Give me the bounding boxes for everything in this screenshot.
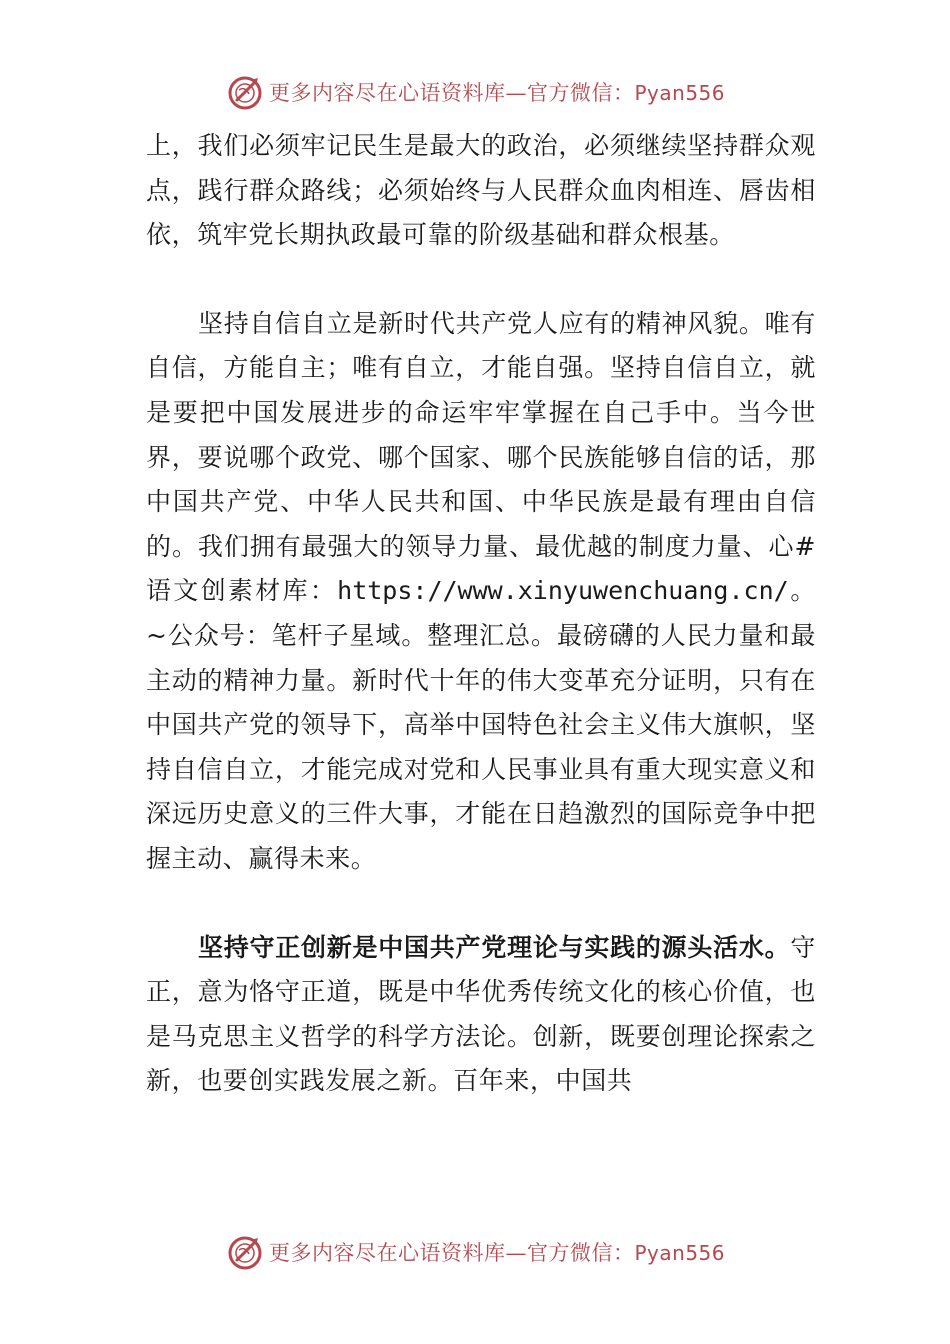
footer-banner-text: 更多内容尽在心语资料库—官方微信：Pyan556	[268, 1241, 725, 1265]
document-body	[146, 124, 816, 1104]
brand-logo-icon	[225, 1232, 265, 1272]
footer-banner	[0, 1230, 950, 1274]
source-url: https://www.xinyuwenchuang.cn/	[337, 576, 789, 606]
paragraph-3-lead: 坚持守正创新是中国共产党理论与实践的源头活水。	[198, 932, 791, 962]
paragraph-3: 坚持守正创新是中国共产党理论与实践的源头活水。守正，意为恪守正道，既是中华优秀传统文化的核心价值，也是马克思主义哲学的科学方法论。创新，既要创理论探索之新，也要创实践发展之新。百年来，中国共	[146, 932, 816, 1096]
brand-logo-icon	[225, 72, 265, 112]
header-banner-text: 更多内容尽在心语资料库—官方微信：Pyan556	[268, 81, 725, 105]
header-wechat-id: Pyan556	[634, 81, 725, 105]
paragraph-1: 上，我们必须牢记民生是最大的政治，必须继续坚持群众观点，践行群众路线；必须始终与人民群众血肉相连、唇齿相依，筑牢党长期执政最可靠的阶级基础和群众根基。	[146, 131, 816, 250]
paragraph-2: 坚持自信自立是新时代共产党人应有的精神风貌。唯有自信，方能自主；唯有自立，才能自强。坚持自信自立，就是要把中国发展进步的命运牢牢掌握在自己手中。当今世界，要说哪个政党、哪个国家、哪个民族能够自信的话，那中国共产党、中华人民共和国、中华民族是最有理由自信的。我们拥有最强大的领导力量、最优越的制度力量、心#语文创素材库：https://www.xinyuwenchuang.cn/。~公众号：笔杆子星域。整理汇总。最磅礴的人民力量和最主动的精神力量。新时代十年的伟大变革充分证明，只有在中国共产党的领导下，高举中国特色社会主义伟大旗帜，坚持自信自立，才能完成对党和人民事业具有重大现实意义和深远历史意义的三件大事，才能在日趋激烈的国际竞争中把握主动、赢得未来。	[146, 308, 816, 873]
footer-wechat-id: Pyan556	[634, 1241, 725, 1265]
header-banner	[0, 70, 950, 114]
